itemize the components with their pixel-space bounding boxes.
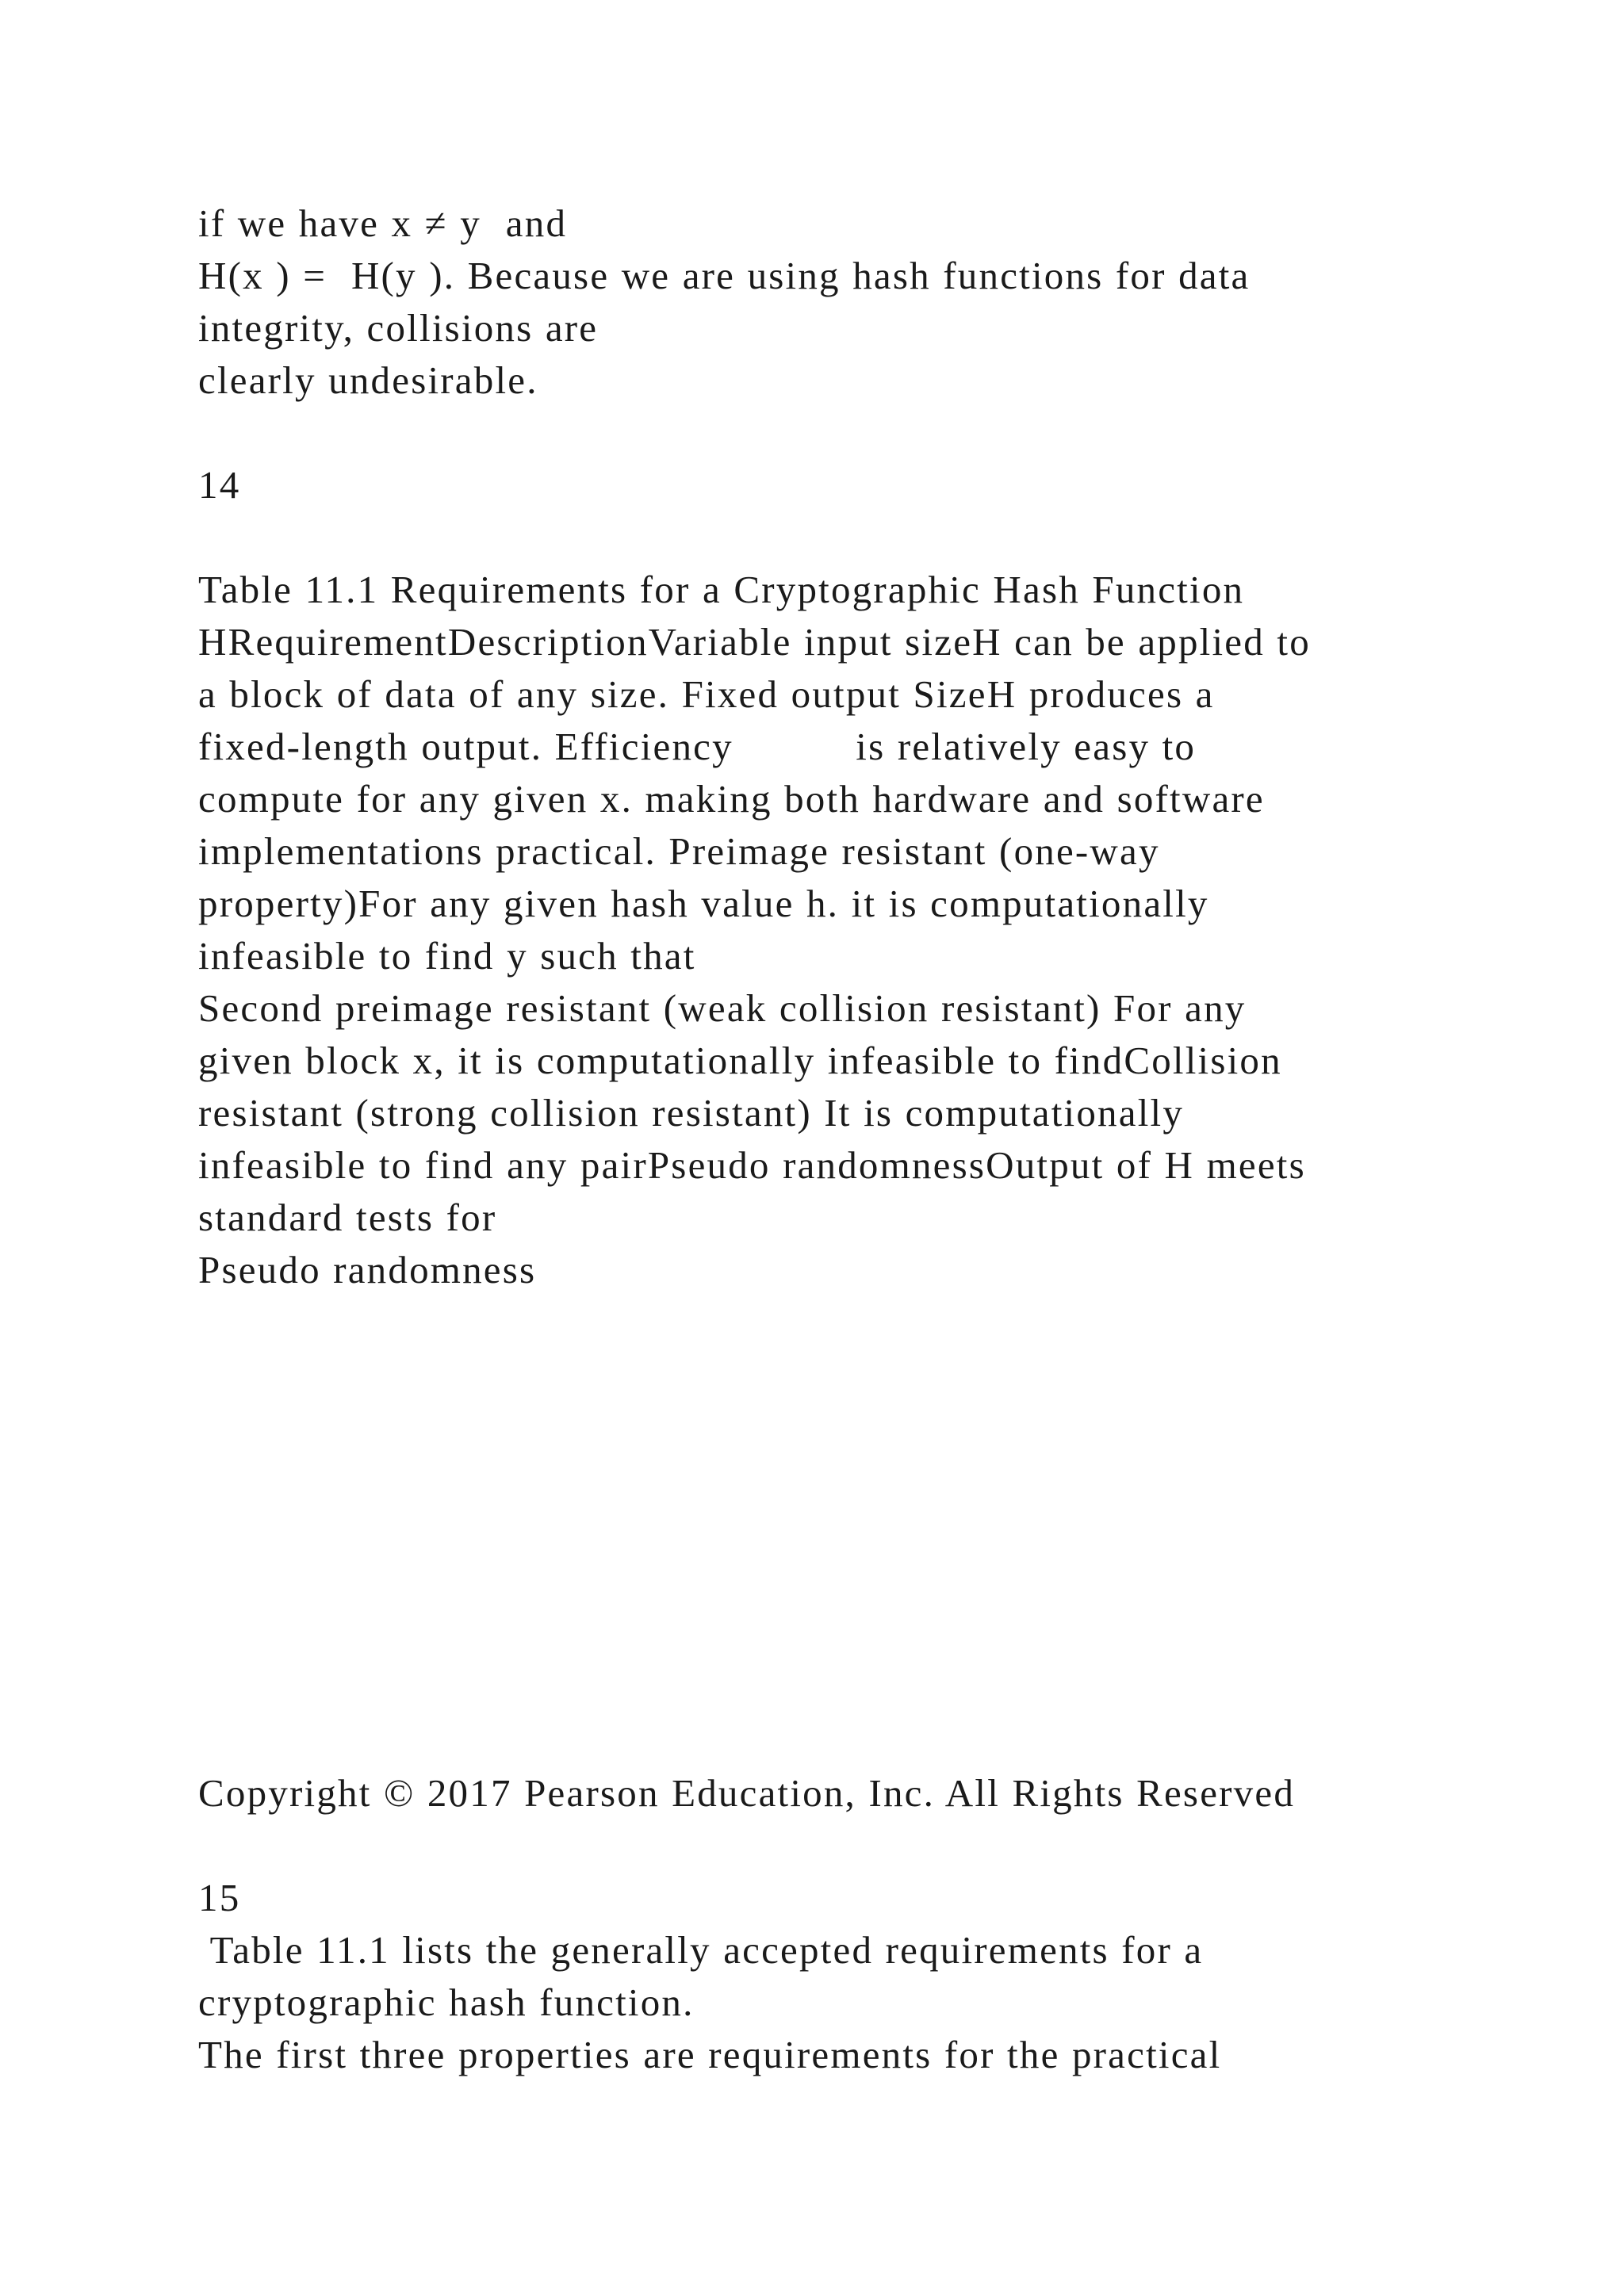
text-line: implementations practical. Preimage resistant (one-way (198, 829, 1160, 873)
page-number: 14 (198, 463, 241, 507)
table-title: Table 11.1 Requirements for a Cryptographic Hash Function (198, 568, 1245, 611)
text-line: Table 11.1 lists the generally accepted requirements for a (198, 1928, 1204, 1972)
text-line: HRequirementDescriptionVariable input sizeH can be applied to (198, 620, 1311, 664)
text-line: Pseudo randomness (198, 1248, 537, 1292)
text-line: The first three properties are requirements for the practical (198, 2033, 1222, 2076)
text-line: integrity, collisions are (198, 306, 599, 350)
text-line: standard tests for (198, 1196, 497, 1239)
text-line: a block of data of any size. Fixed output SizeH produces a (198, 672, 1215, 716)
text-line: H(x ) = H(y ). Because we are using hash functions for data (198, 254, 1251, 297)
text-line: compute for any given x. making both hardware and software (198, 777, 1265, 821)
page-number: 15 (198, 1876, 241, 1919)
text-line: resistant (strong collision resistant) It is computationally (198, 1091, 1185, 1135)
text-line: given block x, it is computationally infeasible to findCollision (198, 1039, 1282, 1082)
text-line: fixed-length output. Efficiency is relatively easy to (198, 725, 1197, 768)
text-line: clearly undesirable. (198, 358, 538, 402)
text-line: infeasible to find any pairPseudo randomnessOutput of H meets (198, 1143, 1306, 1187)
text-line: property)For any given hash value h. it is computationally (198, 882, 1209, 925)
text-line: cryptographic hash function. (198, 1980, 695, 2024)
text-line: if we have x ≠ y and (198, 201, 568, 245)
copyright-notice: Copyright © 2017 Pearson Education, Inc. All Rights Reserved (198, 1771, 1296, 1815)
text-line: infeasible to find y such that (198, 934, 696, 978)
text-line: Second preimage resistant (weak collision resistant) For any (198, 986, 1247, 1030)
